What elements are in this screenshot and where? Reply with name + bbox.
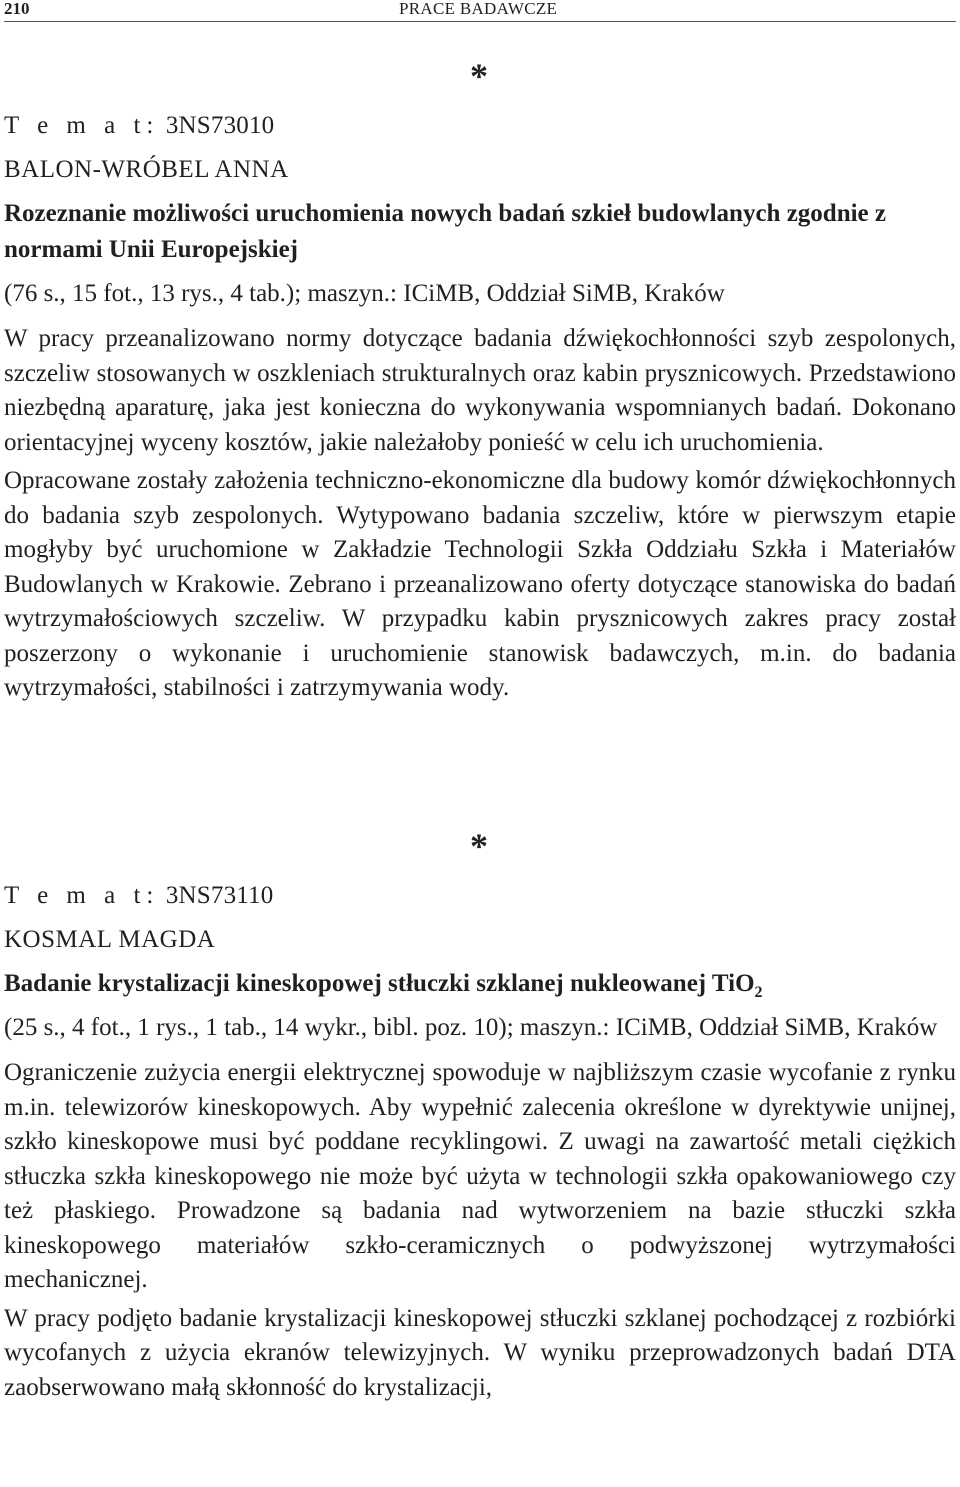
- topic-prefix: T e m a t:: [4, 882, 160, 909]
- abstract-paragraph: W pracy podjęto badanie krystalizacji kineskopowej stłuczki szklanej pochodzącej z rozbiórki wycofanych z użycia ekranów telewizyjnych. W wyniku przeprowadzonych badań DTA zaobserwowano małą skłonność do krystalizacji,: [4, 1304, 956, 1401]
- entry-2: [4, 878, 956, 1405]
- report-title: [4, 966, 956, 1002]
- author-name: BALON-WRÓBEL ANNA: [4, 156, 289, 183]
- report-metadata: (25 s., 4 fot., 1 rys., 1 tab., 14 wykr., bibl. poz. 10); maszyn.: ICiMB, Oddział SiMB, Kraków: [4, 1014, 938, 1041]
- report-metadata: (76 s., 15 fot., 13 rys., 4 tab.); maszyn.: ICiMB, Oddział SiMB, Kraków: [4, 280, 725, 307]
- topic-code: 3NS73110: [165, 882, 274, 909]
- topic-code: 3NS73010: [165, 112, 275, 139]
- report-title-text: Badanie krystalizacji kineskopowej stłuczki szklanej nukleowanej TiO: [4, 970, 755, 997]
- author-name: KOSMAL MAGDA: [4, 926, 216, 953]
- entry-separator-asterisk: *: [470, 826, 488, 866]
- entry-separator-asterisk: *: [470, 56, 488, 96]
- topic-line: [4, 878, 956, 914]
- abstract-paragraph: Ograniczenie zużycia energii elektrycznej spowoduje w najbliższym czasie wycofanie z rynku m.in. telewizorów kineskopowych. Aby wypełnić zalecenia określone w dyrektywie unijnej, szkło kineskopowe musi być poddane recyklingowi. Z uwagi na zawartość metali ciężkich stłuczka szkła kineskopowego nie może być użyta w technologii szkła opakowaniowego czy też płaskiego. Prowadzone są badania nad wytworzeniem na bazie stłuczki szkła kineskopowego materiałów szkło-ceramicznych o podwyższonej wytrzymałości mechanicznej.: [4, 1059, 956, 1293]
- page-header: [4, 0, 956, 22]
- topic-line: [4, 108, 956, 144]
- topic-prefix: T e m a t:: [4, 112, 160, 139]
- entry-1: [4, 108, 956, 706]
- report-title: Rozeznanie możliwości uruchomienia nowych badań szkieł budowlanych zgodnie z normami Unii Europejskiej: [4, 200, 886, 263]
- title-subscript: 2: [754, 984, 763, 1001]
- running-title: PRACE BADAWCZE: [399, 0, 558, 18]
- page-number: 210: [4, 0, 30, 18]
- abstract-paragraph: W pracy przeanalizowano normy dotyczące badania dźwiękochłonności szyb zespolonych, szczeliw stosowanych w oszkleniach strukturalnych oraz kabin prysznicowych. Przedstawiono niezbędną aparaturę, jaka jest konieczna do wykonywania wspomnianych badań. Dokonano orientacyjnej wyceny kosztów, jakie należałoby ponieść w celu ich uruchomienia.: [4, 325, 956, 456]
- abstract-paragraph: Opracowane zostały założenia techniczno-ekonomiczne dla budowy komór dźwiękochłonnych do badania szyb zespolonych. Wytypowano badania szczeliw, które w pierwszym etapie mogłyby być uruchomione w Zakładzie Technologii Szkła Oddziału Szkła i Materiałów Budowlanych w Krakowie. Zebrano i przeanalizowano oferty dotyczące stanowiska do badań wytrzymałościowych szczeliw. W przypadku kabin prysznicowych zakres pracy został poszerzony o wykonanie i uruchomienie stanowisk badawczych, m.in. do badania wytrzymałości, stabilności i zatrzymywania wody.: [4, 467, 956, 701]
